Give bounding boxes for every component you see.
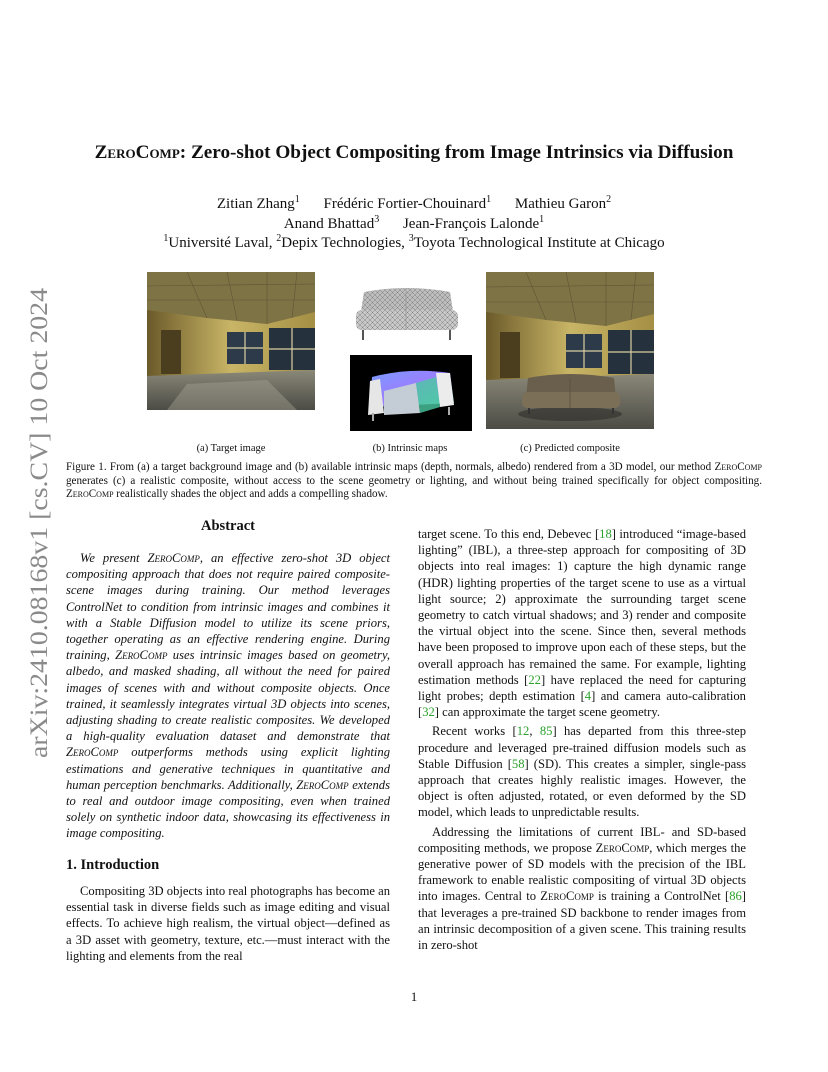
citation-link[interactable]: 22 — [528, 672, 541, 687]
sofa-mesh-render — [350, 280, 463, 345]
citation-link[interactable]: 86 — [729, 889, 742, 904]
citation-link[interactable]: 58 — [511, 756, 525, 771]
right-column-text — [418, 526, 746, 956]
author: Frédéric Fortier-Chouinard$^1$ — [323, 194, 492, 212]
author: Jean-François Lalonde$^1$ — [402, 214, 545, 232]
arxiv-stamp — [20, 288, 56, 758]
author: Zitian Zhang$^1$ — [216, 194, 300, 212]
citation-link[interactable]: 18 — [599, 527, 612, 541]
arxiv-stamp-text: arXiv:2410.08168v1 [cs.CV] 10 Oct 2024 — [26, 335, 53, 758]
citation-link[interactable]: 12 — [516, 724, 530, 739]
paper-title — [0, 142, 828, 164]
normal-map — [350, 355, 472, 431]
paragraph: target scene. To this end, Debevec [18] introduced “image-based lighting” (IBL), a three-step approach for compositing of 3D objects into real images: 1) capture the high dynamic range (HDR) lighting properties of the target scene to use as a virtual light source; 2) approximate the surrounding target scene geometry to catch virtual shadows; and 3) render and composite the virtual object into the scene. Since then, several methods have been proposed to improve upon each of these steps, but the overall approach has remained the same. For example, lighting estimation methods [22] have replaced the need for capturing light probes; depth estimation [4] and camera auto-calibration [32] can approximate the target scene geometry. — [418, 527, 747, 720]
citation-link[interactable]: 85 — [539, 724, 553, 739]
subcaption-target-image: (a) Target image — [196, 443, 266, 454]
authors-line-1 — [0, 194, 828, 213]
abstract-heading: Abstract — [201, 518, 255, 534]
abstract-text: We present ZeroComp, an effective zero-shot 3D object compositing approach that does not require paired composite-scene images during training. Our method leverages ControlNet to condition from intrinsic images and combines it with a Stable Diffusion model to utilize its scene priors, together operating as an effective rendering engine. During training, ZeroComp uses intrinsic images based on geometry, albedo, and masked shading, all without the need for paired images of scenes with and without composite objects. Once trained, it seamlessly integrates virtual 3D objects into scenes, adjusting shading to create realistic composites. We developed a high-quality evaluation dataset and demonstrate that ZeroComp outperforms methods using explicit lighting estimations and generative techniques in quantitative and human perception benchmarks. Additionally, ZeroComp extends to real and outdoor image compositing, even when trained solely on synthetic indoor data, showcasing its effectiveness in image compositing. — [66, 551, 391, 841]
section-heading-introduction: 1. Introduction — [66, 857, 160, 873]
figure-caption: Figure 1. From (a) a target background image and (b) available intrinsic maps (depth, normals, albedo) rendered from a 3D model, our method ZeroComp generates (c) a realistic composite, without access to the scene geometry or lighting, and without being trained specifically for object compositing. ZeroComp realistically shades the object and adds a compelling shadow. — [66, 461, 762, 501]
method-name: ZeroComp — [94, 142, 180, 163]
page-number: 1 — [410, 990, 418, 1004]
predicted-composite — [486, 272, 654, 429]
author: Mathieu Garon$^2$ — [514, 194, 612, 212]
subcaption-intrinsic-maps: (b) Intrinsic maps — [372, 443, 448, 454]
title-rest: : Zero-shot Object Compositing from Image Intrinsics via Diffusion — [179, 142, 734, 163]
paragraph: Recent works [12, 85] has departed from this three-step procedure and leveraged pre-trained diffusion models such as Stable Diffusion [58] (SD). This creates a simpler, single-pass approach that creates highly realistic images. However, the object is often adjusted, rotated, or even deformed by the SD model, which leads to unpredictable results. — [418, 724, 747, 820]
citation-link[interactable]: 4 — [584, 689, 592, 704]
subcaption-predicted-composite: (c) Predicted composite — [520, 443, 620, 454]
introduction-text: Compositing 3D objects into real photographs has become an essential task in diverse fields such as image editing and visual effects. To achieve high realism, the virtual object—defined as a 3D asset with geometry, texture, etc.—must interact with the lighting and elements from the real — [66, 884, 390, 963]
target-image — [147, 272, 315, 410]
author: Anand Bhattad$^3$ — [283, 214, 380, 232]
authors-line-2 — [0, 214, 828, 233]
paragraph: Addressing the limitations of current IBL- and SD-based compositing methods, we propose ZeroComp, which merges the generative power of SD models with the precision of the IBL framework to enable realistic compositing of virtual 3D objects into images. Central to ZeroComp is training a ControlNet [86] that leverages a pre-trained SD backbone to render images from an intrinsic decomposition of a given scene. This training results in zero-shot — [418, 824, 746, 953]
citation-link[interactable]: 32 — [422, 705, 435, 720]
affiliations: $^1$Université Laval, $^2$Depix Technologies, $^3$Toyota Technological Institute at Chicago — [163, 233, 665, 251]
